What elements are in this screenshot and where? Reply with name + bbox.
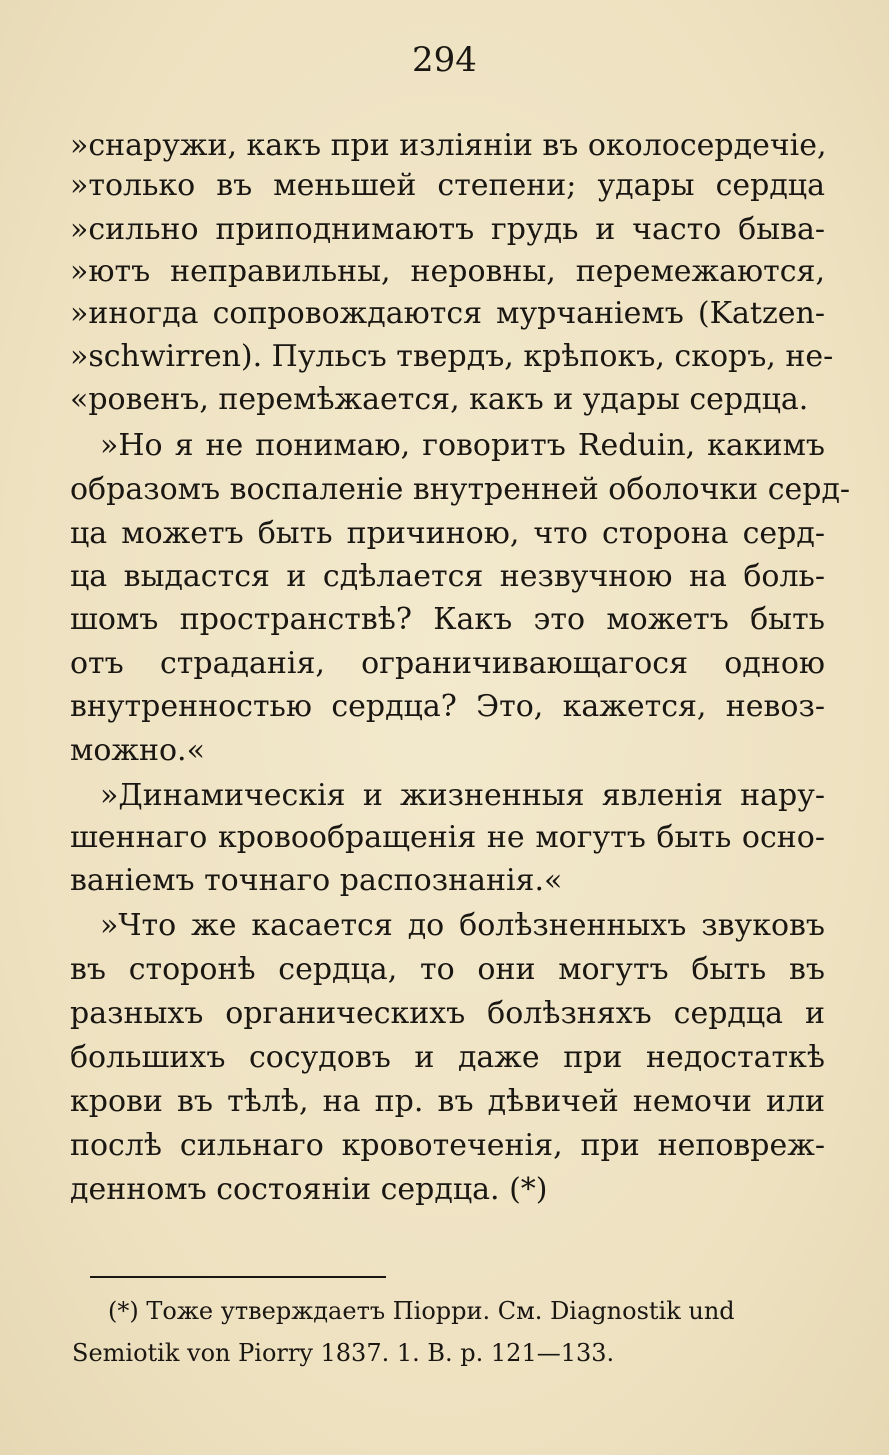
text-line: большихъ сосудовъ и даже при недостаткѣ [70, 1040, 825, 1075]
text-line: можно.« [70, 733, 205, 768]
text-line: ца можетъ быть причиною, что сторона серд- [70, 516, 825, 551]
text-line: ваніемъ точнаго распознанія.« [70, 863, 563, 898]
paragraph-start-line: »Что же касается до болѣзненныхъ звуковъ [100, 908, 825, 943]
footnote-line: (*) Тоже утверждаетъ Піорри. См. Diagnostik und [108, 1297, 735, 1325]
footnote-divider [90, 1276, 386, 1278]
text-line: «ровенъ, перемѣжается, какъ и удары сердца. [70, 382, 809, 417]
footnote-line: Semiotik von Piorry 1837. 1. B. p. 121—133. [72, 1339, 615, 1367]
text-line: послѣ сильнаго кровотеченія, при неповреж- [70, 1128, 825, 1163]
text-line: »только въ меньшей степени; удары сердца [70, 168, 825, 203]
text-line: »ютъ неправильны, неровны, перемежаются, [70, 254, 825, 289]
text-line: »иногда сопровождаются мурчаніемъ (Katzen- [70, 296, 825, 331]
text-line: шомъ пространствѣ? Какъ это можетъ быть [70, 602, 825, 637]
text-line: »schwirren). Пульсъ твердъ, крѣпокъ, скоръ, не- [70, 339, 834, 374]
text-line: »сильно приподнимаютъ грудь и часто быва- [70, 212, 825, 247]
text-line: образомъ воспаленіе внутренней оболочки серд- [70, 472, 851, 507]
text-line: отъ страданія, ограничивающагося одною [70, 646, 825, 681]
text-line: крови въ тѣлѣ, на пр. въ дѣвичей немочи или [70, 1084, 825, 1119]
paragraph-start-line: »Но я не понимаю, говоритъ Reduin, какимъ [100, 428, 825, 463]
text-line: внутренностью сердца? Это, кажется, невоз- [70, 689, 825, 724]
text-line: денномъ состояніи сердца. (*) [70, 1172, 548, 1207]
text-line: »снаружи, какъ при изліяніи въ околосердечіе, [70, 128, 827, 163]
text-line: шеннаго кровообращенія не могутъ быть осно- [70, 820, 825, 855]
text-line: разныхъ органическихъ болѣзняхъ сердца и [70, 996, 825, 1031]
text-line: ца выдастся и сдѣлается незвучною на боль- [70, 559, 825, 594]
text-line: въ сторонѣ сердца, то они могутъ быть въ [70, 952, 825, 987]
page-number: 294 [412, 40, 477, 80]
paragraph-start-line: »Динамическія и жизненныя явленія нару- [100, 778, 825, 813]
